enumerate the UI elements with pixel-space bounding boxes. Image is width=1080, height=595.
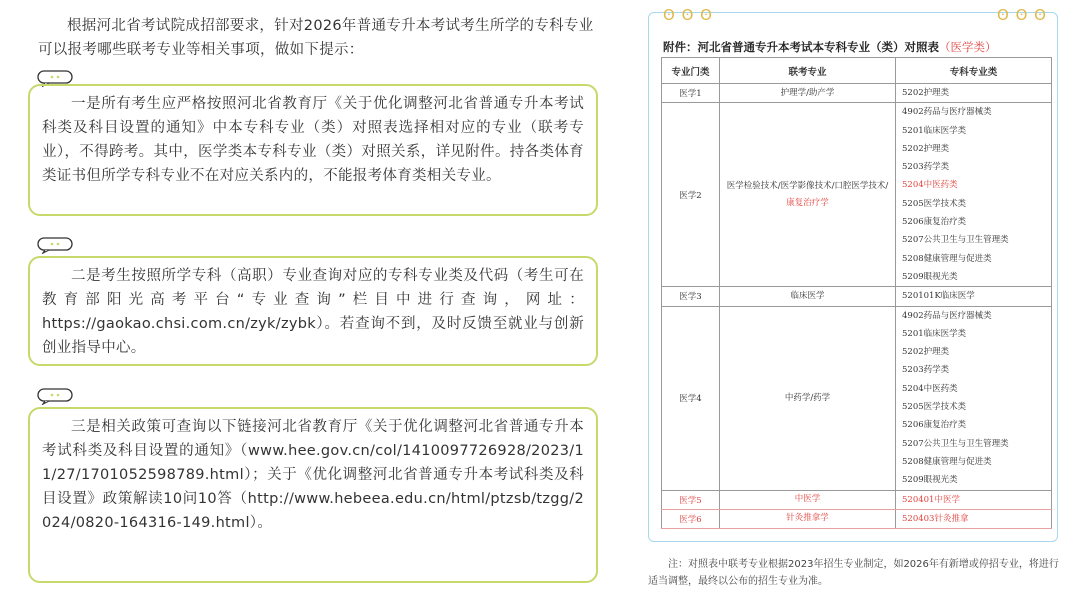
specialty-item: 5203药学类 <box>902 162 950 173</box>
row-specialty-list <box>896 490 1052 509</box>
specialty-item: 5208健康管理与促进类 <box>902 456 992 467</box>
specialty-item: 5205医学技术类 <box>902 402 967 413</box>
row-category: 医学5 <box>662 490 720 509</box>
exam-major-text: 中药学/药学 <box>784 392 831 403</box>
tip-card-3 <box>28 407 598 583</box>
specialty-item: 520101K临床医学 <box>902 291 975 302</box>
specialty-item: 5205医学技术类 <box>902 198 967 209</box>
row-specialty-list <box>896 103 1052 287</box>
exam-major-text: 中医学 <box>794 494 821 505</box>
tip-text-3: 三是相关政策可查询以下链接河北省教育厅《关于优化调整河北省普通专升本考试科类及科目设置的通知》（www.hee.gov.cn/col/1410097726928/2023/11/27/1701052598789.html）；关于《优化调整河北省普通专升本考试科类及科目设置》政策解读10问10答（http://www.hebeea.edu.cn/html/ptzsb/tzgg/2024/0820-164316-149.html）。 <box>42 419 584 531</box>
spiral-binding-icon: ʘ ʘ ʘ <box>997 6 1047 24</box>
table-row <box>662 509 1052 528</box>
table-row <box>662 287 1052 306</box>
row-exam-major <box>720 306 896 490</box>
table-header-row <box>662 58 1052 84</box>
specialty-item: 520401中医学 <box>902 494 960 505</box>
table-title <box>663 39 997 55</box>
specialty-item: 5202护理类 <box>902 347 950 358</box>
specialty-item: 4902药品与医疗器械类 <box>902 310 992 321</box>
header-specialty: 专科专业类 <box>896 58 1052 84</box>
row-exam-major <box>720 84 896 103</box>
row-specialty-list <box>896 509 1052 528</box>
table-title-highlight: （医学类） <box>939 40 997 54</box>
specialty-item: 5206康复治疗类 <box>902 217 967 228</box>
exam-major-highlight: 康复治疗学 <box>786 197 829 208</box>
exam-major-text: 护理学/助产学 <box>780 87 835 98</box>
specialty-item: 5204中医药类 <box>902 383 958 394</box>
specialty-item: 5209眼视光类 <box>902 475 958 486</box>
header-category: 专业门类 <box>662 58 720 84</box>
specialty-item: 4902药品与医疗器械类 <box>902 107 992 118</box>
specialty-item: 5208健康管理与促进类 <box>902 253 992 264</box>
table-row <box>662 490 1052 509</box>
row-category: 医学1 <box>662 84 720 103</box>
specialty-item: 5201临床医学类 <box>902 328 967 339</box>
row-exam-major <box>720 490 896 509</box>
row-category: 医学6 <box>662 509 720 528</box>
exam-major-text: 临床医学 <box>790 290 825 301</box>
exam-major-text: 医学检验技术/医学影像技术/口腔医学技术/ <box>726 180 889 191</box>
mapping-table <box>661 57 1052 529</box>
tip-card-2 <box>28 256 598 366</box>
table-row <box>662 103 1052 287</box>
row-category: 医学3 <box>662 287 720 306</box>
row-exam-major <box>720 287 896 306</box>
footnote: 注：对照表中联考专业根据2023年招生专业制定，如2026年有新增或停招专业，将进行适当调整，最终以公布的招生专业为准。 <box>648 559 1059 587</box>
header-exam-major: 联考专业 <box>720 58 896 84</box>
specialty-item: 5209眼视光类 <box>902 271 958 282</box>
row-specialty-list <box>896 84 1052 103</box>
tip-card-1 <box>28 84 598 216</box>
specialty-item: 5207公共卫生与卫生管理类 <box>902 438 1009 449</box>
attachment-table-frame <box>648 6 1058 542</box>
specialty-item: 5202护理类 <box>902 143 950 154</box>
row-exam-major <box>720 103 896 287</box>
exam-major-text: 针灸推拿学 <box>786 513 829 524</box>
row-exam-major <box>720 509 896 528</box>
intro-text: 根据河北省考试院成招部要求，针对2026年普通专升本考试考生所学的专科专业可以报考哪些联考专业等相关事项，做如下提示： <box>38 18 594 58</box>
specialty-item: 5202护理类 <box>902 88 950 98</box>
specialty-item: 5207公共卫生与卫生管理类 <box>902 235 1009 246</box>
table-row <box>662 306 1052 490</box>
spiral-binding-icon: ʘ ʘ ʘ <box>663 6 713 24</box>
row-specialty-list <box>896 306 1052 490</box>
specialty-item: 5203药学类 <box>902 365 950 376</box>
row-category: 医学4 <box>662 306 720 490</box>
tip-text-2: 二是考生按照所学专科（高职）专业查询对应的专科专业类及代码（考生可在教育部阳光高考平台“专业查询”栏目中进行查询，网址：https://gaokao.chsi.com.cn/zyk/zybk）。若查询不到，及时反馈至就业与创新创业指导中心。 <box>42 268 584 356</box>
row-specialty-list <box>896 287 1052 306</box>
specialty-item: 5206康复治疗类 <box>902 420 967 431</box>
specialty-item: 520403针灸推拿 <box>902 513 969 524</box>
table-title-text: 附件：河北省普通专升本考试本专科专业（类）对照表 <box>663 40 939 54</box>
table-row <box>662 84 1052 103</box>
specialty-item: 5204中医药类 <box>902 180 958 191</box>
row-category: 医学2 <box>662 103 720 287</box>
speech-bubble-icon <box>37 388 73 405</box>
speech-bubble-icon <box>37 237 73 254</box>
specialty-item: 5201临床医学类 <box>902 125 967 136</box>
tip-text-1: 一是所有考生应严格按照河北省教育厅《关于优化调整河北省普通专升本考试科类及科目设置的通知》中本专科专业（类）对照表选择相对应的专业（联考专业），不得跨考。其中，医学类本专科专业（类）对照关系，详见附件。持各类体育类证书但所学专科专业不在对应关系内的，不能报考体育类相关专业。 <box>42 96 584 184</box>
